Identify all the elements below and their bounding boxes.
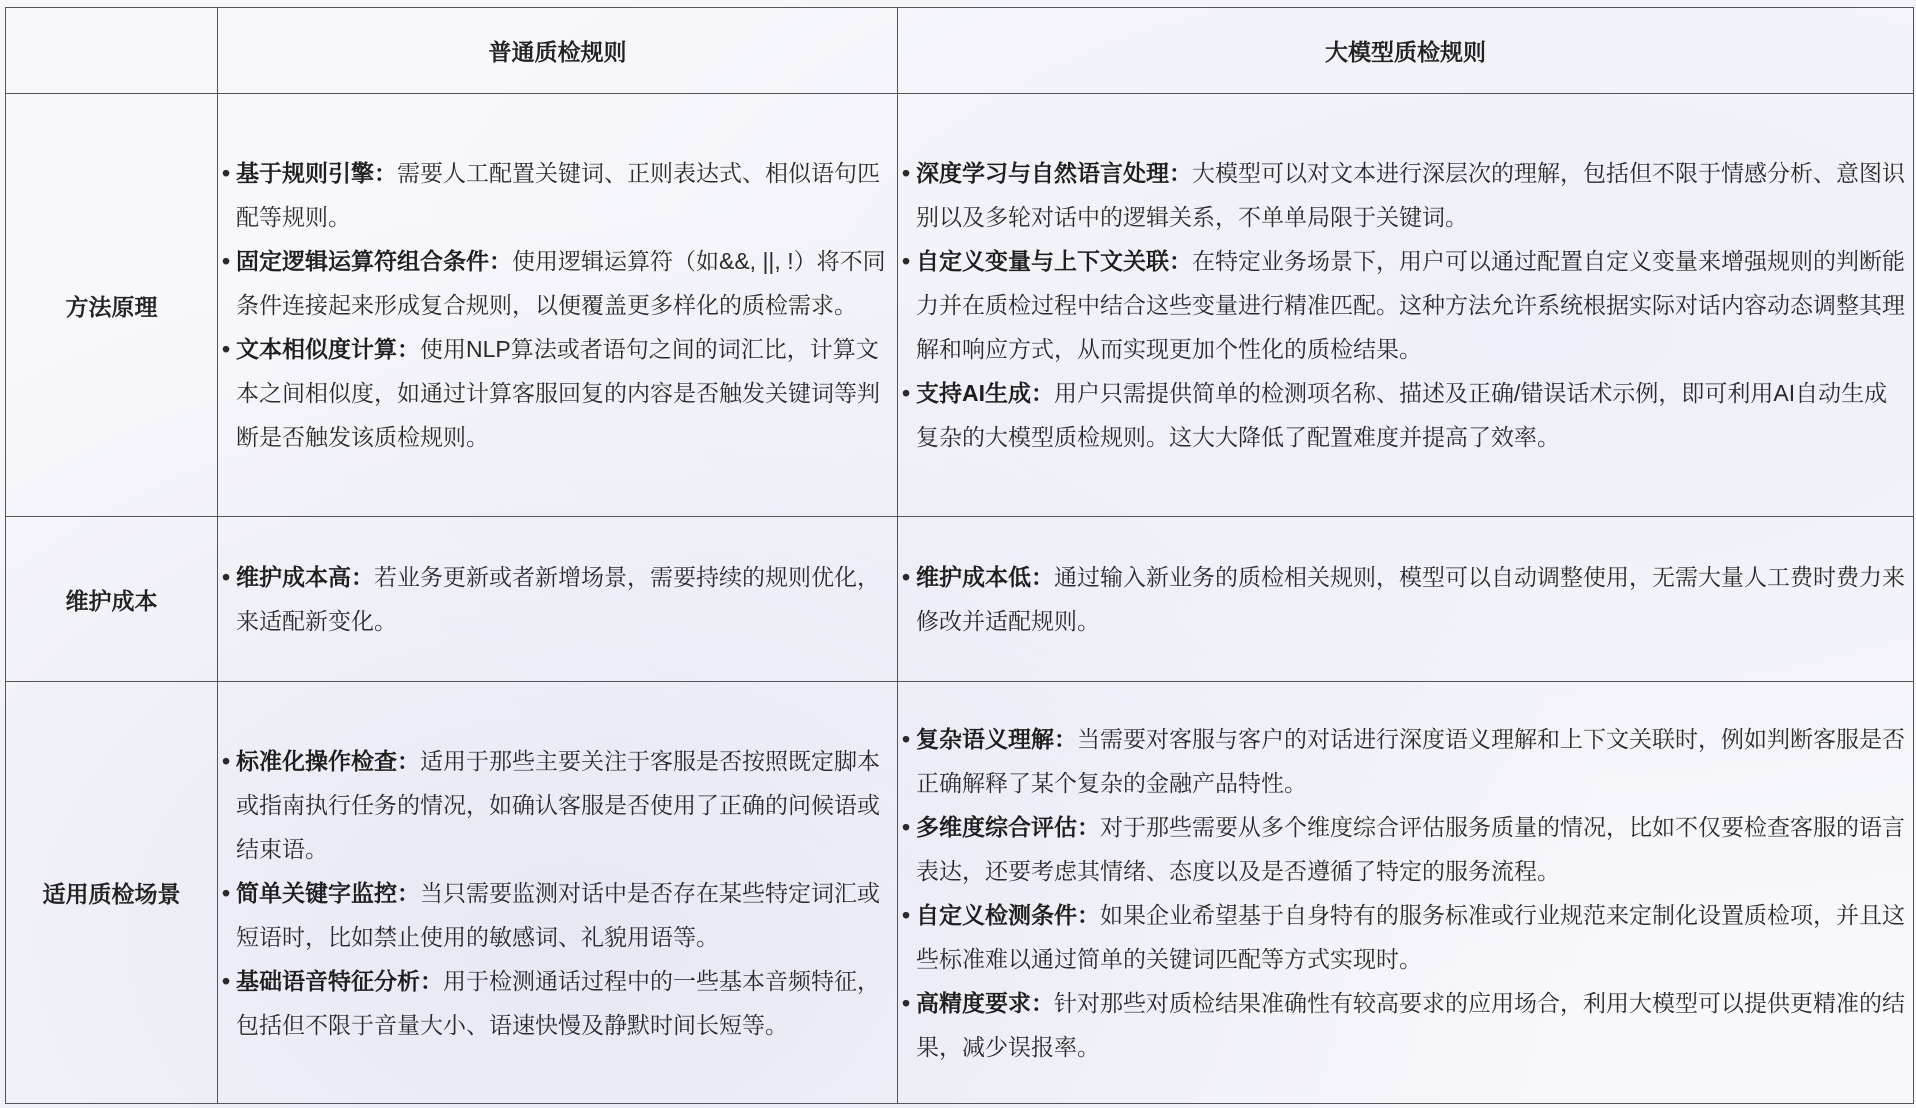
item-text: 若业务更新或者新增场景，需要持续的规则优化，来适配新变化。	[236, 564, 880, 634]
item-text: 使用逻辑运算符（如&&, ||, !）将不同条件连接起来形成复合规则，以便覆盖更多样化的质检需求。	[236, 248, 886, 318]
item-term: 多维度综合评估	[916, 813, 1077, 840]
list-item	[222, 555, 889, 643]
item-text: 对于那些需要从多个维度综合评估服务质量的情况，比如不仅要检查客服的语言表达，还要考虑其情绪、态度以及是否遵循了特定的服务流程。	[916, 813, 1905, 884]
bullet-dot-icon: •	[222, 336, 231, 362]
bullet-dot-icon: •	[222, 160, 231, 186]
table-row	[6, 682, 1914, 1104]
row-header-method: 方法原理	[6, 94, 218, 517]
item-separator: ：	[397, 747, 420, 774]
item-term: 基础语音特征分析	[236, 967, 420, 994]
row-header-cost: 维护成本	[6, 517, 218, 682]
item-term: 深度学习与自然语言处理	[916, 160, 1169, 186]
item-text: 使用NLP算法或者语句之间的词汇比，计算文本之间相似度，如通过计算客服回复的内容是否触发关键词等判断是否触发该质检规则。	[236, 336, 880, 450]
bullet-dot-icon: •	[902, 989, 911, 1016]
item-text: 用于检测通话过程中的一些基本音频特征，包括但不限于音量大小、语速快慢及静默时间长短等。	[236, 967, 880, 1038]
item-text: 需要人工配置关键词、正则表达式、相似语句匹配等规则。	[236, 160, 880, 230]
cell-method-normal	[218, 94, 898, 517]
item-term: 基于规则引擎	[236, 160, 374, 186]
table-row	[6, 94, 1914, 517]
item-term: 自定义检测条件	[916, 901, 1077, 928]
list-item	[902, 239, 1905, 371]
item-term: 支持AI生成	[916, 380, 1031, 406]
item-term: 文本相似度计算	[236, 336, 397, 362]
item-text: 在特定业务场景下，用户可以通过配置自定义变量来增强规则的判断能力并在质检过程中结合这些变量进行精准匹配。这种方法允许系统根据实际对话内容动态调整其理解和响应方式，从而实现更加个性化的质检结果。	[916, 248, 1905, 362]
bullet-dot-icon: •	[902, 813, 911, 840]
item-separator: ：	[1169, 160, 1192, 186]
list-item	[902, 717, 1905, 805]
list-item	[222, 327, 889, 459]
item-separator: ：	[374, 160, 397, 186]
item-separator: ：	[1031, 989, 1054, 1016]
item-separator: ：	[1077, 813, 1100, 840]
item-term: 高精度要求	[916, 989, 1031, 1016]
table-row	[6, 517, 1914, 682]
column-header-llm-rules: 大模型质检规则	[898, 8, 1914, 94]
item-separator: ：	[351, 564, 374, 590]
bullet-list	[898, 555, 1913, 643]
item-term: 自定义变量与上下文关联	[916, 248, 1169, 274]
bullet-list	[218, 555, 897, 643]
list-item	[902, 893, 1905, 981]
bullet-dot-icon: •	[222, 967, 231, 994]
list-item	[902, 371, 1905, 459]
list-item	[902, 981, 1905, 1069]
item-term: 标准化操作检查	[236, 747, 397, 774]
item-text: 针对那些对质检结果准确性有较高要求的应用场合，利用大模型可以提供更精准的结果，减少误报率。	[916, 989, 1905, 1060]
item-text: 用户只需提供简单的检测项名称、描述及正确/错误话术示例，即可利用AI自动生成复杂的大模型质检规则。这大大降低了配置难度并提高了效率。	[916, 380, 1888, 450]
item-text: 通过输入新业务的质检相关规则，模型可以自动调整使用，无需大量人工费时费力来修改并适配规则。	[916, 564, 1905, 634]
corner-cell	[6, 8, 218, 94]
list-item	[222, 871, 889, 959]
column-header-normal-rules: 普通质检规则	[218, 8, 898, 94]
list-item	[222, 739, 889, 871]
bullet-dot-icon: •	[222, 747, 231, 774]
item-term: 固定逻辑运算符组合条件	[236, 248, 489, 274]
cell-method-llm	[898, 94, 1914, 517]
item-separator: ：	[1031, 564, 1054, 590]
item-text: 适用于那些主要关注于客服是否按照既定脚本或指南执行任务的情况，如确认客服是否使用了正确的问候语或结束语。	[236, 747, 880, 862]
cell-cost-normal	[218, 517, 898, 682]
cell-scenarios-llm	[898, 682, 1914, 1104]
list-item	[902, 555, 1905, 643]
item-term: 维护成本高	[236, 564, 351, 590]
item-separator: ：	[397, 336, 420, 362]
bullet-dot-icon: •	[902, 564, 911, 590]
row-header-scenarios: 适用质检场景	[6, 682, 218, 1104]
item-separator: ：	[420, 967, 443, 994]
item-separator: ：	[1031, 380, 1054, 406]
cell-cost-llm	[898, 517, 1914, 682]
bullet-list	[218, 739, 897, 1047]
item-term: 简单关键字监控	[236, 879, 397, 906]
bullet-dot-icon: •	[222, 564, 231, 590]
bullet-dot-icon: •	[902, 248, 911, 274]
bullet-list	[898, 151, 1913, 459]
item-separator: ：	[1169, 248, 1192, 274]
item-separator: ：	[397, 879, 420, 906]
item-separator: ：	[489, 248, 512, 274]
bullet-dot-icon: •	[222, 248, 231, 274]
bullet-dot-icon: •	[902, 725, 911, 752]
list-item	[222, 959, 889, 1047]
bullet-dot-icon: •	[902, 380, 911, 406]
list-item	[222, 239, 889, 327]
bullet-list	[898, 717, 1913, 1069]
bullet-dot-icon: •	[902, 160, 911, 186]
item-separator: ：	[1054, 725, 1077, 752]
bullet-dot-icon: •	[902, 901, 911, 928]
item-text: 当只需要监测对话中是否存在某些特定词汇或短语时，比如禁止使用的敏感词、礼貌用语等。	[236, 879, 880, 950]
item-separator: ：	[1077, 901, 1100, 928]
table-header-row	[6, 8, 1914, 94]
item-term: 复杂语义理解	[916, 725, 1054, 752]
list-item	[902, 151, 1905, 239]
item-text: 当需要对客服与客户的对话进行深度语义理解和上下文关联时，例如判断客服是否正确解释了某个复杂的金融产品特性。	[916, 725, 1905, 796]
item-text: 如果企业希望基于自身特有的服务标准或行业规范来定制化设置质检项，并且这些标准难以通过简单的关键词匹配等方式实现时。	[916, 901, 1905, 972]
bullet-dot-icon: •	[222, 879, 231, 906]
list-item	[222, 151, 889, 239]
cell-scenarios-normal	[218, 682, 898, 1104]
item-text: 大模型可以对文本进行深层次的理解，包括但不限于情感分析、意图识别以及多轮对话中的逻辑关系，不单单局限于关键词。	[916, 160, 1905, 230]
item-term: 维护成本低	[916, 564, 1031, 590]
bullet-list	[218, 151, 897, 459]
comparison-table	[5, 7, 1914, 1104]
list-item	[902, 805, 1905, 893]
